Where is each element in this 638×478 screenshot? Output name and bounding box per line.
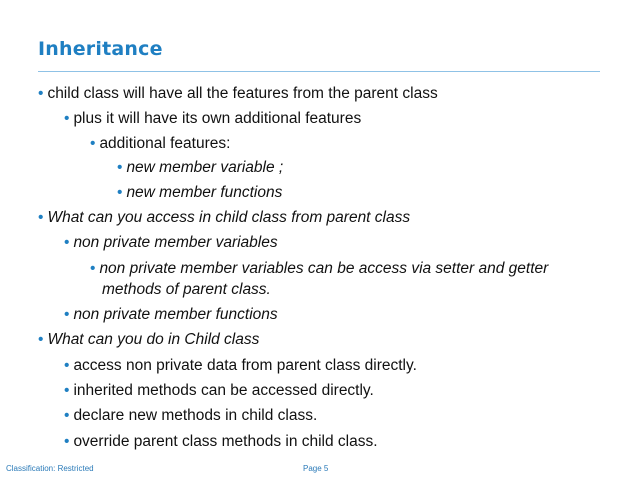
bullet-item (38, 208, 410, 228)
bullet-text: child class will have all the features from the parent class (47, 85, 438, 102)
bullet-text: non private member functions (73, 306, 278, 323)
bullet-text: inherited methods can be accessed directly. (73, 382, 374, 399)
bullet-dot-icon: • (38, 85, 44, 102)
bullet-item (38, 84, 438, 104)
bullet-text: access non private data from parent class directly. (73, 357, 417, 374)
bullet-item (117, 183, 282, 203)
bullet-text: declare new methods in child class. (73, 407, 318, 424)
bullet-item (64, 406, 317, 426)
bullet-text: new member variable ; (126, 159, 284, 176)
bullet-text: non private member variables can be access via setter and getter (99, 260, 549, 277)
bullet-item (64, 233, 278, 253)
bullet-dot-icon: • (64, 110, 70, 127)
bullet-dot-icon: • (64, 357, 70, 374)
bullet-text: non private member variables (73, 234, 278, 251)
bullet-continuation-text: methods of parent class. (102, 281, 271, 298)
bullet-text: What can you do in Child class (47, 331, 260, 348)
bullet-text: new member functions (126, 184, 283, 201)
classification-label: Classification: Restricted (6, 464, 94, 473)
bullet-item (64, 432, 378, 452)
bullet-item (90, 134, 230, 154)
bullet-dot-icon: • (90, 135, 96, 152)
title-divider (38, 71, 600, 72)
page-number: Page 5 (303, 464, 329, 473)
bullet-item (38, 330, 259, 350)
bullet-item (64, 381, 374, 401)
bullet-text: additional features: (99, 135, 231, 152)
bullet-item (64, 109, 361, 129)
bullet-text: override parent class methods in child class. (73, 433, 378, 450)
bullet-item (90, 259, 548, 279)
bullet-dot-icon: • (117, 184, 123, 201)
bullet-item (64, 356, 417, 376)
bullet-item (64, 305, 278, 325)
bullet-dot-icon: • (117, 159, 123, 176)
bullet-dot-icon: • (38, 209, 44, 226)
bullet-item (117, 158, 283, 178)
bullet-dot-icon: • (90, 260, 96, 277)
bullet-dot-icon: • (64, 382, 70, 399)
bullet-dot-icon: • (64, 407, 70, 424)
bullet-dot-icon: • (64, 433, 70, 450)
bullet-dot-icon: • (64, 234, 70, 251)
bullet-dot-icon: • (38, 331, 44, 348)
bullet-text: What can you access in child class from parent class (47, 209, 411, 226)
slide-title: Inheritance (38, 38, 163, 60)
bullet-dot-icon: • (64, 306, 70, 323)
bullet-text: plus it will have its own additional features (73, 110, 362, 127)
